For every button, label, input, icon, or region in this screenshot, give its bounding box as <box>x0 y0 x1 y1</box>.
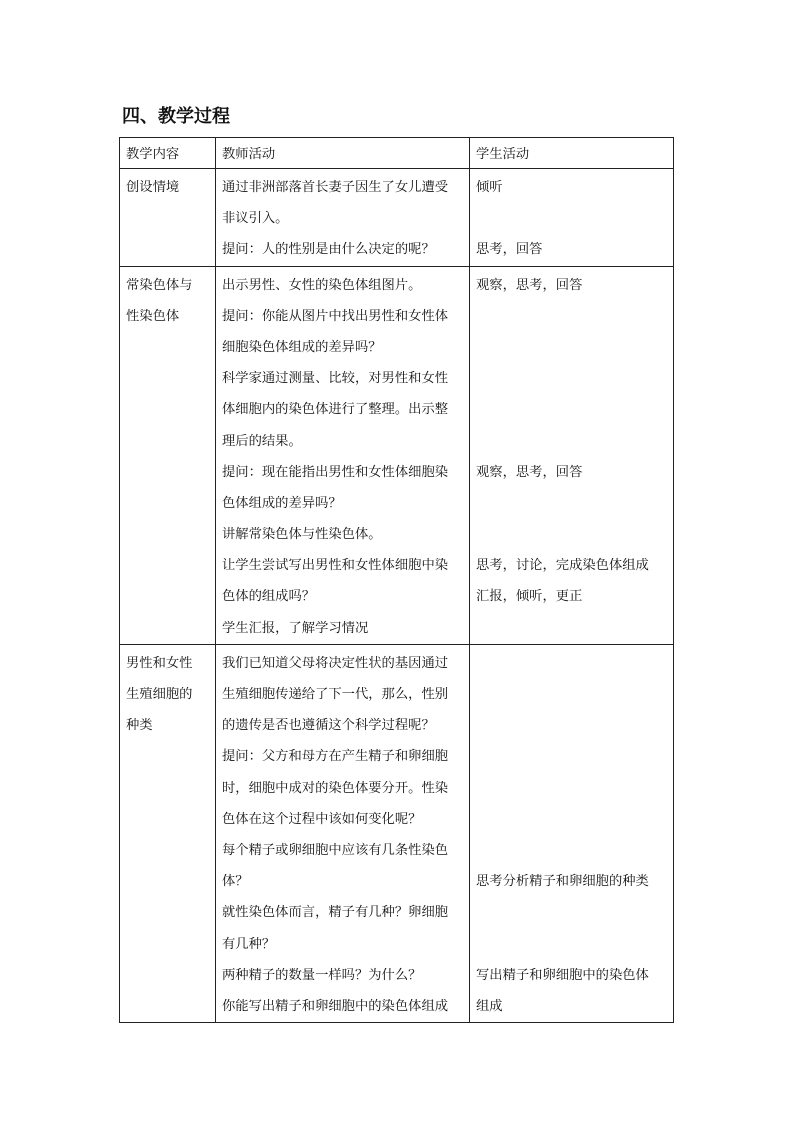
teacher-line: 理后的结果。 <box>222 433 302 449</box>
teacher-line: 色体在这个过程中该如何变化呢？ <box>222 811 422 827</box>
teacher-line: 细胞染色体组成的差异吗？ <box>222 339 382 355</box>
header-student-activity: 学生活动 <box>470 138 674 169</box>
student-line <box>476 363 667 394</box>
teacher-line: 通过非洲部落首长妻子因生了女儿遭受 <box>222 180 449 195</box>
teacher-line: 提问：现在能指出男性和女性体细胞染 <box>222 464 449 480</box>
topic-line: 种类 <box>126 718 153 734</box>
teacher-line: 非议引入。 <box>222 211 289 227</box>
teacher-line: 你能写出精子和卵细胞中的染色体组成 <box>222 998 449 1014</box>
teacher-activity-cell <box>216 266 470 644</box>
student-line <box>476 804 667 835</box>
student-line: 思考，回答 <box>476 242 543 258</box>
topic-cell <box>120 266 216 644</box>
student-line: 写出精子和卵细胞中的染色体 <box>476 967 649 983</box>
teacher-line: 色体的组成吗？ <box>222 589 316 605</box>
student-line: 观察，思考，回答 <box>476 277 583 293</box>
student-line <box>476 897 667 928</box>
topic-line: 常染色体与 <box>126 277 193 293</box>
topic-cell <box>120 644 216 1022</box>
table-row <box>120 644 674 1022</box>
student-line: 思考分析精子和卵细胞的种类 <box>476 874 649 890</box>
student-line <box>476 613 667 644</box>
student-line <box>476 394 667 425</box>
topic-cell <box>120 169 216 267</box>
topic-line: 性染色体 <box>126 308 180 324</box>
student-line <box>476 773 667 804</box>
student-line: 汇报，倾听，更正 <box>476 589 583 605</box>
teacher-line: 出示男性、女性的染色体组图片。 <box>222 277 422 293</box>
teacher-line: 提问：你能从图片中找出男性和女性体 <box>222 308 449 324</box>
student-line: 组成 <box>476 998 503 1014</box>
student-line <box>476 929 667 960</box>
teaching-process-table <box>119 137 674 1023</box>
teacher-line: 体细胞内的染色体进行了整理。出示整 <box>222 402 449 418</box>
teacher-line: 的遗传是否也遵循这个科学过程呢？ <box>222 718 435 734</box>
topic-line: 男性和女性 <box>126 655 193 671</box>
teacher-line: 我们已知道父母将决定性状的基因通过 <box>222 655 449 671</box>
teacher-line: 时，细胞中成对的染色体要分开。性染 <box>222 780 449 796</box>
topic-line: 生殖细胞的 <box>126 687 193 702</box>
teacher-line: 讲解常染色体与性染色体。 <box>222 527 382 543</box>
teacher-line: 就性染色体而言，精子有几种？卵细胞 <box>222 905 449 921</box>
teacher-activity-cell <box>216 169 470 267</box>
topic-line: 创设情境 <box>126 180 180 195</box>
teacher-line: 学生汇报，了解学习情况 <box>222 620 369 636</box>
student-line <box>476 710 667 741</box>
section-title: 四、教学过程 <box>122 106 230 127</box>
student-line <box>476 679 667 710</box>
teacher-line: 体？ <box>222 874 249 890</box>
teacher-line: 提问：父方和母方在产生精子和卵细胞 <box>222 749 449 765</box>
student-activity-cell <box>470 169 674 267</box>
teacher-line: 有几种？ <box>222 936 276 952</box>
student-line <box>476 332 667 363</box>
teacher-line: 生殖细胞传递给了下一代，那么，性别 <box>222 687 449 702</box>
student-line <box>476 203 667 234</box>
student-activity-cell <box>470 644 674 1022</box>
student-line: 倾听 <box>476 180 503 195</box>
teacher-line: 色体组成的差异吗？ <box>222 495 342 511</box>
student-line <box>476 301 667 332</box>
header-teacher-activity: 教师活动 <box>216 138 470 169</box>
table-header-row <box>120 138 674 169</box>
teacher-line: 每个精子或卵细胞中应该有几条性染色 <box>222 842 449 858</box>
student-line <box>476 426 667 457</box>
teacher-line: 科学家通过测量、比较，对男性和女性 <box>222 371 449 387</box>
student-line <box>476 741 667 772</box>
student-line: 思考，讨论，完成染色体组成 <box>476 558 649 574</box>
student-line <box>476 488 667 519</box>
teacher-line: 两种精子的数量一样吗？为什么？ <box>222 967 422 983</box>
header-content: 教学内容 <box>120 138 216 169</box>
student-line: 观察，思考，回答 <box>476 464 583 480</box>
teacher-activity-cell <box>216 644 470 1022</box>
table-row <box>120 169 674 267</box>
student-activity-cell <box>470 266 674 644</box>
student-line <box>476 835 667 866</box>
student-line <box>476 648 667 679</box>
teacher-line: 让学生尝试写出男性和女性体细胞中染 <box>222 558 449 574</box>
student-line <box>476 519 667 550</box>
table-row <box>120 266 674 644</box>
teacher-line: 提问：人的性别是由什么决定的呢？ <box>222 242 435 258</box>
